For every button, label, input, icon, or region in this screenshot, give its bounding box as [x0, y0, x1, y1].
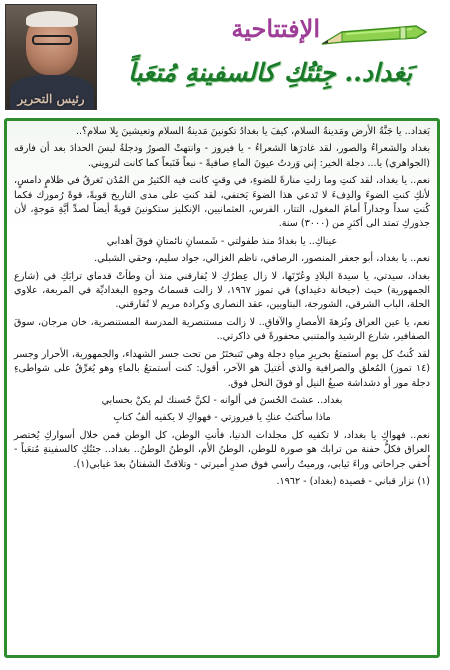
paragraph-6: بغداد، سيدتي، يا سيدةَ البلادِ وعُرّتَها، لا زال عِطرُكِ لا يُفارقني منذ أن وطأتْ قدماي ترابَكِ في (شارع الجمهورية) حيث (جيخانة دغيداي) في تموز ١٩٦٧، لا زالت قسماتُ وجوهِ البغداديِّة في المربعة، علاوي الحلة، الباب الشرقي، الشورجة، البتاويين، عقد النصارى وكرادة مريم لا تُفارقني.	[14, 270, 430, 311]
verse-3: ماذا سأكتبُ عنكِ يا فيروزتي - فهواكِ لا يكفيه ألفُ كتابِ	[113, 412, 331, 424]
section-title: الإفتتاحية	[231, 14, 320, 43]
verse-1: عيناكِ.. يا بغدادُ منذ طفولتي - شَمسانِ نائمتانِ فوقَ أهدابي	[106, 235, 338, 247]
editor-photo	[5, 4, 97, 110]
paragraph-7: نعم، يا عين العراق ونُزهةَ الأمصارِ والآفاقِ.. لا زالت مستنصرية المدرسة المستنصرية، خان مرجان، سوقَ الصفافير، شارع الرشيد والمتنبي محفورةً في ذاكرتي..	[14, 316, 430, 343]
photo-caption: رئيس التحرير	[17, 92, 85, 106]
paragraph-1: بَغداد.. يا جَنَّةُ الأرض ومَدينةُ السلام، كيفَ يا بغدادُ تكونينَ مَدينةُ السلام وتعيشينَ بِلا سلام؟..	[75, 126, 430, 137]
pencil-icon	[320, 14, 430, 52]
paragraph-2: بغداد والشعراءُ والصور، لقد غادرَها الشعراءُ - يا فيروز - وانتهتْ الصورُ ودجلةُ لبسَ الحدادَ بعد أن فارقه (الجواهري) يا... دجلة الخير: إني وَردتُ عيونَ الماءِ صافيةً - نبعاً فَنَبعاً كما كانت لترويني.	[14, 143, 430, 169]
paragraph-8: لقد كُنتُ كل يوم أستمتعُ بخريرِ مياهِ دجلة وهي تَتبختَرُ من تحت جسر الشهداء، والجمهورية، الأحرار وجسر (١٤ تموز) المُعلق والصرافية والذي أغتيلَ هو الآخر، أقول: كنت أستمتعُ بالماءِ وهو يُغرِّقُ على شواطىءِ دجلة مور أو دشداشة صبغُ النيل أو فوقَ النخل فوق.	[14, 348, 430, 389]
header	[0, 0, 450, 112]
article-body	[4, 118, 440, 658]
paragraph-11: نعم.. فهواكِ يا بغداد، لا تكفيه كل مجلدات الدنيا، فأنتِ الوطن، كل الوطن فمن خلال أسواركِ يُختصر العراق فكلُّ حفنة من ترابك هو صورة للوطن، الوطنُ الأم، الوطنُ الوطنُ.. بغداد.. جئتُكِ كالسفينةِ مُتعَباً - أُخفي جراحاتي وراءَ ثيابي، ورميتُ رأسي فوق صدرِ أميرتي - وتلاقتْ الشفتانُ بعدَ غيابي(١).	[14, 429, 430, 470]
photo-hair	[26, 11, 78, 27]
footnote: (١) نزار قباني - قصيدة (بغداد) - ١٩٦٢.	[276, 475, 430, 487]
verse-2: بغداد.. عشتَ الحُسنَ في ألوانه - لكنَّ حُسنك لم يكنْ بحسابي	[101, 394, 343, 406]
paragraph-3: نعم.. يا بغداد، لقد كنتِ وما زلتِ منارةً للضوءِ، في وقتٍ كانت فيه الكثيرُ من المُدُن تَغرقُ في ظلامٍ دامسٍ، لأنكِ كنتِ الضوءَ والدِفءَ لا تَدعي هذا الضوءَ يَختفي، لقد كنتِ على مدى التاريخ قويةً، قوةً رُموزك فكما كُنتِ سداً وجداراً أمامَ المغول، التتار، الفرس، العثمانيين، الإنكليز ستكونينَ قويةً أيضاً لصدِّ أيَّةِ مَوجةٍ، لأن جذوركِ تمتد الى أكثرِ من (٣٠٠٠) سنة.	[14, 175, 430, 230]
paragraph-5: نعم.. يا بغداد، أبو جعفر المنصور، الرصافي، ناظم الغزالي، جواد سليم، وحقي الشبلي.	[94, 253, 430, 265]
photo-glasses	[32, 35, 72, 45]
article-headline: بَغداد.. جِئتُكِ كالسفينةِ مُتعَباً	[127, 58, 413, 87]
